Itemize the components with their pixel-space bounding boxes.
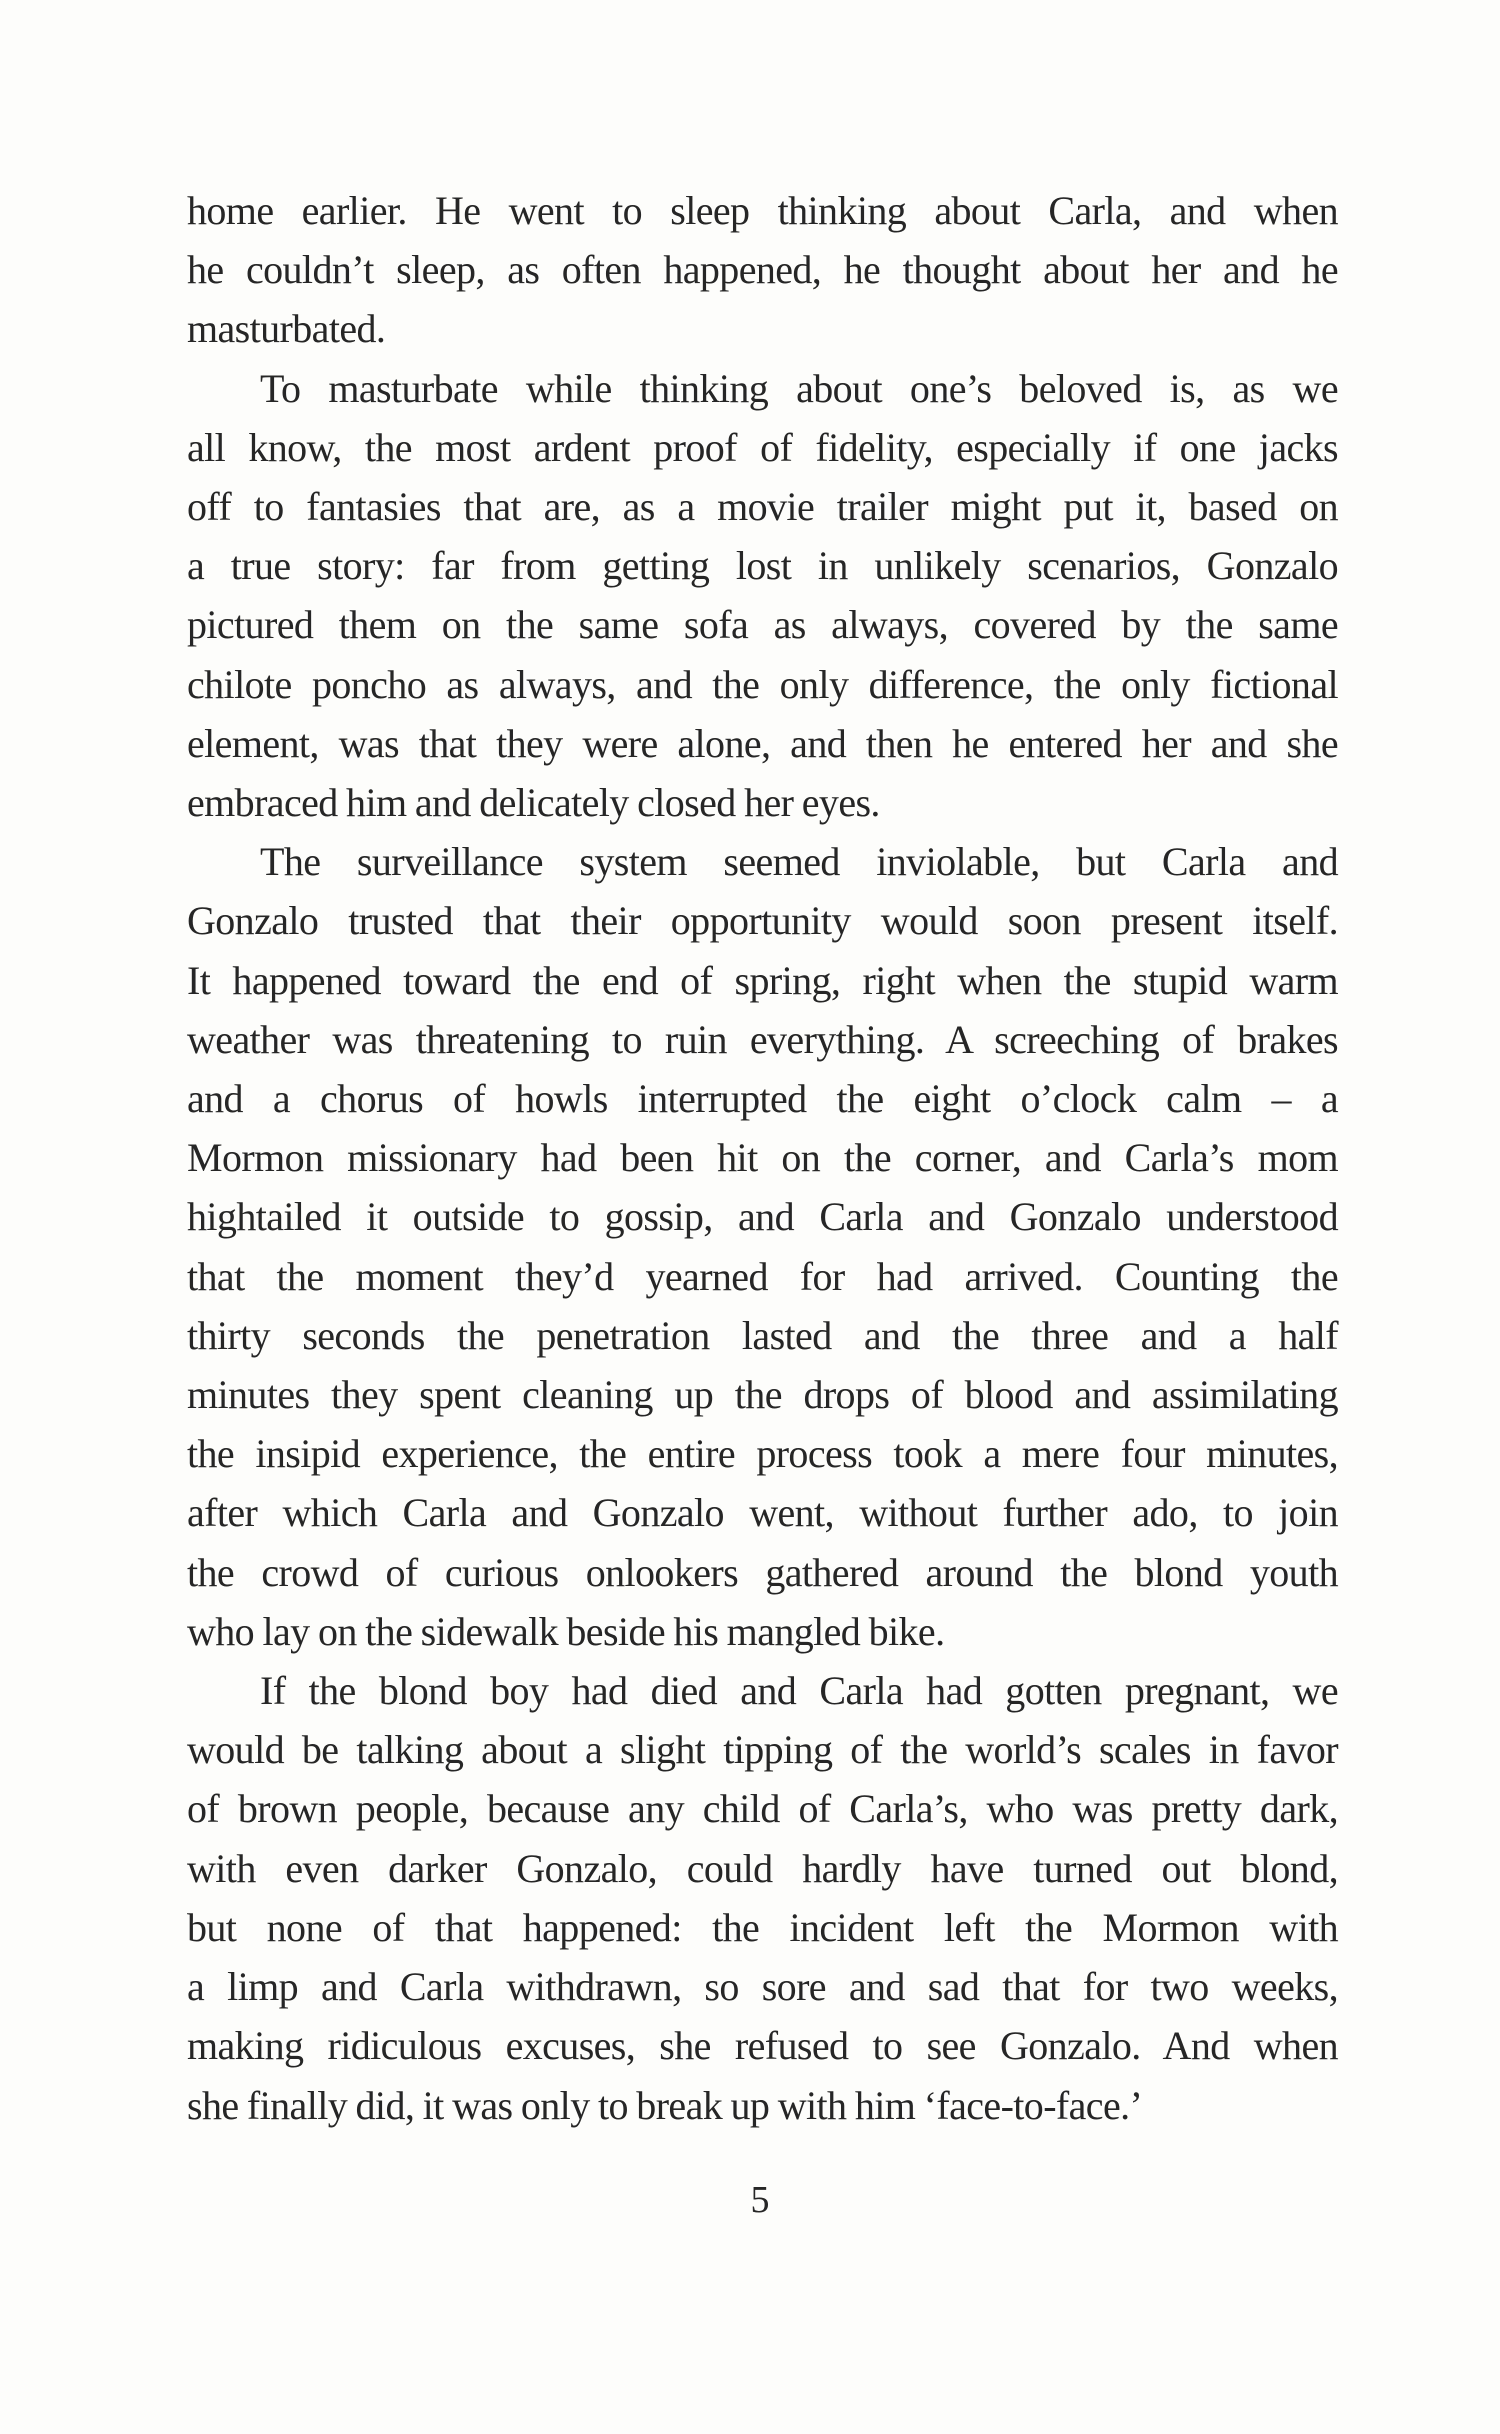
text-line: masturbated. [187, 306, 386, 352]
page-number: 5 [750, 2179, 770, 2221]
text-line: and a chorus of howls interrupted the eight o’clock calm – a [187, 1076, 1338, 1122]
text-line: a limp and Carla withdrawn, so sore and sad that for two weeks, [187, 1964, 1338, 2010]
text-line: Gonzalo trusted that their opportunity would soon present itself. [187, 898, 1338, 944]
text-line: hightailed it outside to gossip, and Carla and Gonzalo understood [187, 1194, 1338, 1240]
text-line: It happened toward the end of spring, right when the stupid warm [187, 957, 1338, 1003]
text-line: but none of that happened: the incident left the Mormon with [187, 1904, 1338, 1950]
text-line: the crowd of curious onlookers gathered around the blond youth [187, 1549, 1338, 1595]
text-line: making ridiculous excuses, she refused to see Gonzalo. And when [187, 2023, 1338, 2069]
text-line: minutes they spent cleaning up the drops of blood and assimilating [187, 1372, 1338, 1418]
text-line: who lay on the sidewalk beside his mangled bike. [187, 1608, 945, 1654]
text-line: embraced him and delicately closed her eyes. [187, 780, 880, 826]
text-line: thirty seconds the penetration lasted and the three and a half [187, 1312, 1338, 1358]
text-line: Mormon missionary had been hit on the corner, and Carla’s mom [187, 1135, 1338, 1181]
text-line: would be talking about a slight tipping of the world’s scales in favor [187, 1727, 1338, 1773]
text-line: the insipid experience, the entire process took a mere four minutes, [187, 1431, 1338, 1477]
text-line: chilote poncho as always, and the only difference, the only fictional [187, 661, 1338, 707]
paragraph-2 [187, 359, 1338, 833]
text-line: a true story: far from getting lost in unlikely scenarios, Gonzalo [187, 543, 1338, 589]
text-line: off to fantasies that are, as a movie trailer might put it, based on [187, 484, 1338, 530]
text-line: To masturbate while thinking about one’s beloved is, as we [260, 365, 1338, 411]
text-line: she finally did, it was only to break up with him ‘face-to-face.’ [187, 2082, 1143, 2128]
text-line: element, was that they were alone, and then he entered her and she [187, 720, 1338, 766]
text-line: that the moment they’d yearned for had arrived. Counting the [187, 1253, 1338, 1299]
paragraph-3 [187, 832, 1338, 1661]
text-line: with even darker Gonzalo, could hardly have turned out blond, [187, 1845, 1338, 1891]
text-line: he couldn’t sleep, as often happened, he thought about her and he [187, 247, 1338, 293]
body-text [187, 181, 1338, 2135]
paragraph-4 [187, 1661, 1338, 2135]
text-line: all know, the most ardent proof of fidelity, especially if one jacks [187, 424, 1338, 470]
text-line: weather was threatening to ruin everything. A screeching of brakes [187, 1016, 1338, 1062]
text-line: home earlier. He went to sleep thinking about Carla, and when [187, 188, 1338, 233]
text-line: If the blond boy had died and Carla had gotten pregnant, we [260, 1668, 1338, 1714]
paragraph-1 [187, 181, 1338, 359]
text-line: after which Carla and Gonzalo went, without further ado, to join [187, 1490, 1338, 1536]
text-line: The surveillance system seemed inviolable, but Carla and [260, 839, 1338, 885]
text-line: of brown people, because any child of Carla’s, who was pretty dark, [187, 1786, 1338, 1832]
text-line: pictured them on the same sofa as always, covered by the same [187, 602, 1338, 648]
